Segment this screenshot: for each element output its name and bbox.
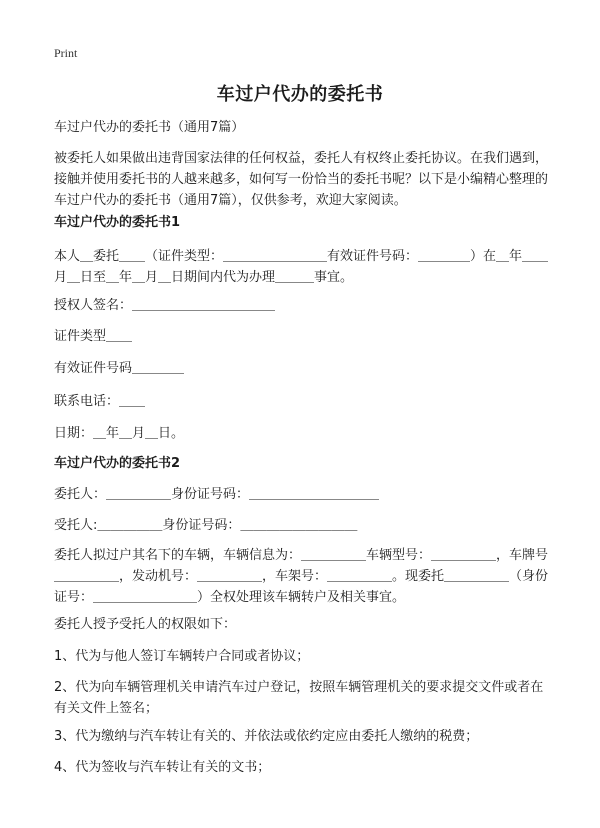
vehicle-info-paragraph: 委托人拟过户其名下的车辆，车辆信息为：＿＿＿＿＿车辆型号：＿＿＿＿＿，车牌号＿＿＿＿＿，发动机号：＿＿＿＿＿，车架号：＿＿＿＿＿。现委托＿＿＿＿＿（身份证号：＿＿＿＿＿＿＿＿）全权处理该车辆转户及相关事宜。 bbox=[54, 548, 549, 605]
section-heading-2: 车过户代办的委托书2 bbox=[54, 456, 181, 471]
print-link[interactable]: Print bbox=[54, 46, 78, 60]
id-type-line: 证件类型＿＿ bbox=[54, 329, 133, 344]
client-line: 委托人：＿＿＿＿＿身份证号码：＿＿＿＿＿＿＿＿＿＿ bbox=[54, 487, 380, 502]
agent-line: 受托人:＿＿＿＿＿身份证号码：＿＿＿＿＿＿＿＿＿ bbox=[54, 518, 358, 533]
signature-line: 授权人签名：＿＿＿＿＿＿＿＿＿＿＿ bbox=[54, 298, 276, 313]
page-title: 车过户代办的委托书 bbox=[216, 84, 384, 105]
section-heading-1: 车过户代办的委托书1 bbox=[54, 215, 181, 230]
phone-line: 联系电话：＿＿ bbox=[54, 394, 146, 409]
list-item: 2、代为向车辆管理机关申请汽车过户登记，按照车辆管理机关的要求提交文件或者在有关文件上签名； bbox=[54, 680, 544, 716]
list-item: 4、代为签收与汽车转让有关的文书； bbox=[54, 760, 271, 775]
document-subtitle: 车过户代办的委托书（通用7篇） bbox=[54, 120, 245, 135]
date-line: 日期：＿年＿月＿日。 bbox=[54, 426, 185, 441]
list-item: 3、代为缴纳与汽车转让有关的、并依法或依约定应由委托人缴纳的税费； bbox=[54, 729, 479, 744]
id-number-line: 有效证件号码＿＿＿＿ bbox=[54, 361, 185, 376]
list-item: 1、代为与他人签订车辆转户合同或者协议； bbox=[54, 649, 310, 664]
authority-intro: 委托人授予受托人的权限如下： bbox=[54, 617, 237, 632]
intro-paragraph: 被委托人如果做出违背国家法律的任何权益，委托人有权终止委托协议。在我们遇到，接触并使用委托书的人越来越多，如何写一份恰当的委托书呢？以下是小编精心整理的车过户代办的委托书（通用7篇），仅供参考，欢迎大家阅读。 bbox=[54, 151, 549, 208]
section1-body: 本人＿委托＿＿（证件类型：＿＿＿＿＿＿＿＿有效证件号码：＿＿＿＿）在＿年＿＿月＿日至＿年＿月＿日期间内代为办理＿＿＿事宜。 bbox=[54, 249, 549, 285]
